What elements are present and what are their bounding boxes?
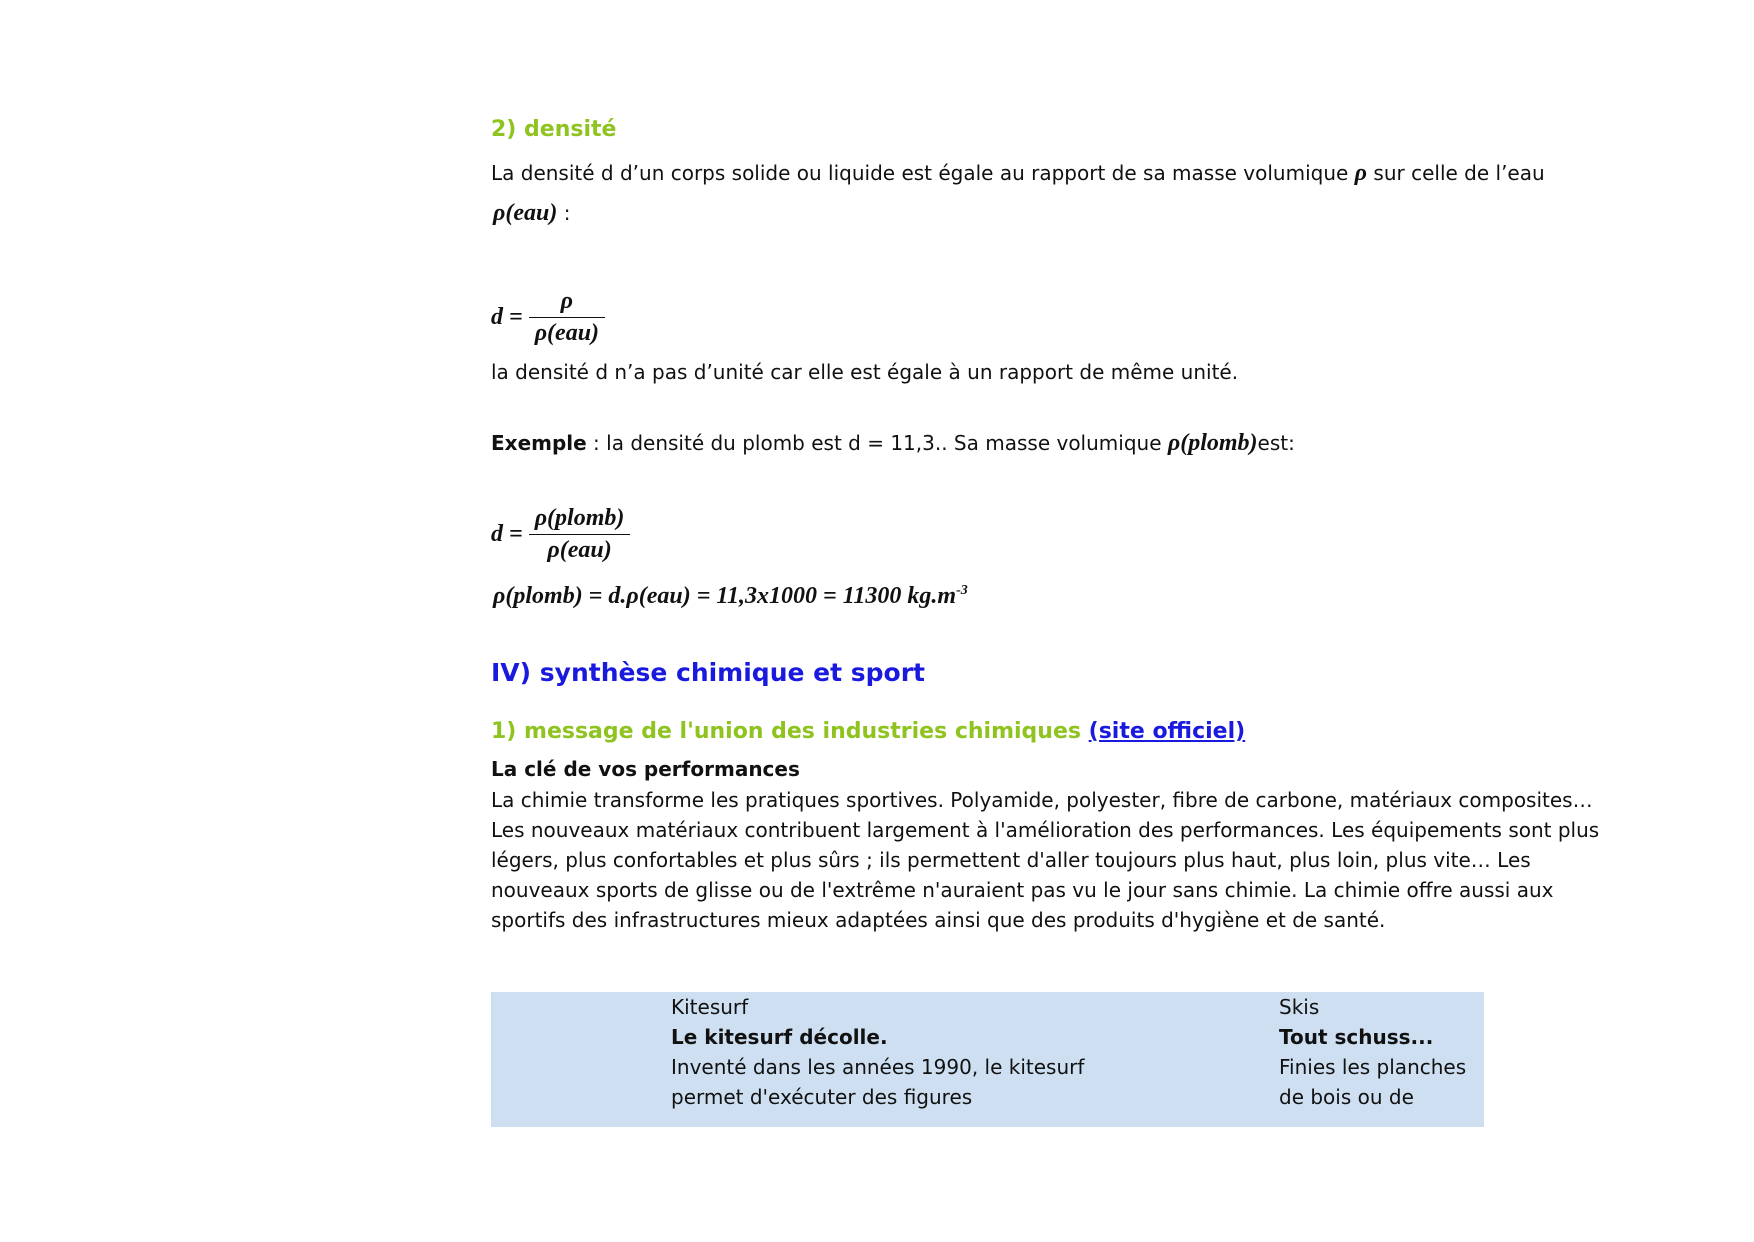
example-text: : la densité du plomb est d = 11,3.. Sa masse volumique [586, 431, 1168, 455]
sub-heading-text: 1) message de l'union des industries chimiques [491, 719, 1089, 744]
kitesurf-category: Kitesurf [671, 995, 749, 1019]
formula-denominator: ρ(eau) [534, 320, 600, 346]
formula-lhs: d = [491, 304, 523, 330]
rho-eau-colon: : [557, 201, 571, 225]
no-unit-text: la densité d n’a pas d’unité car elle est égale à un rapport de même unité. [491, 360, 1239, 384]
skis-title: Tout schuss... [1279, 1025, 1434, 1049]
density-plomb-formula [491, 505, 630, 564]
section-heading-densite: 2) densité [491, 117, 617, 142]
formula2-lhs: d = [491, 521, 523, 547]
performance-title: La clé de vos performances [491, 757, 800, 781]
example-label: Exemple [491, 431, 587, 455]
kitesurf-line-1: Inventé dans les années 1990, le kitesurf [671, 1055, 1085, 1079]
kitesurf-title: Le kitesurf décolle. [671, 1025, 888, 1049]
kitesurf-column [671, 992, 1084, 1112]
example-line [491, 430, 1295, 457]
sports-band [491, 992, 1484, 1127]
skis-category: Skis [1279, 995, 1320, 1019]
rho-symbol: ρ [1354, 160, 1368, 186]
skis-line-2: de bois ou de [1279, 1085, 1414, 1109]
formula-fraction [529, 288, 605, 347]
formula3-text: ρ(plomb) = d.ρ(eau) = 11,3x1000 = 11300 kg.m [493, 583, 957, 609]
formula2-numerator: ρ(plomb) [529, 505, 631, 535]
intro-text-part1: La densité d d’un corps solide ou liquide est égale au rapport de sa masse volumique [491, 161, 1355, 185]
intro-text-part2: sur celle de l’eau [1367, 161, 1545, 185]
example-end: est: [1257, 431, 1295, 455]
formula3-exponent: -3 [956, 583, 968, 598]
performance-paragraph: La chimie transforme les pratiques sportives. Polyamide, polyester, fibre de carbone, matériaux composites… Les nouveaux matériaux contribuent largement à l'amélioration des performances. Les équipements sont plus légers, plus confortables et plus sûrs ; ils permettent d'aller toujours plus haut, plus loin, plus vite… Les nouveaux sports de glisse ou de l'extrême n'auraient pas vu le jour sans chimie. La chimie offre aussi aux sportifs des infrastructures mieux adaptées ainsi que des produits d'hygiène et de santé. [491, 788, 1600, 932]
example-rho-plomb: ρ(plomb) [1167, 430, 1258, 456]
formula2-fraction [529, 505, 631, 564]
sub-heading-message [491, 719, 1245, 744]
intro-line [491, 160, 1545, 187]
density-formula [491, 288, 605, 347]
plomb-calculation [493, 583, 968, 610]
rho-eau-symbol: ρ(eau) [493, 200, 558, 226]
rho-eau-line [493, 200, 570, 227]
section-heading-synthese: IV) synthèse chimique et sport [491, 658, 925, 687]
kitesurf-line-2: permet d'exécuter des figures [671, 1085, 973, 1109]
formula-numerator: ρ [529, 288, 605, 318]
skis-line-1: Finies les planches [1279, 1055, 1467, 1079]
formula2-denominator: ρ(eau) [547, 537, 612, 563]
skis-column [1279, 992, 1466, 1112]
official-site-link[interactable]: (site officiel) [1088, 719, 1246, 744]
